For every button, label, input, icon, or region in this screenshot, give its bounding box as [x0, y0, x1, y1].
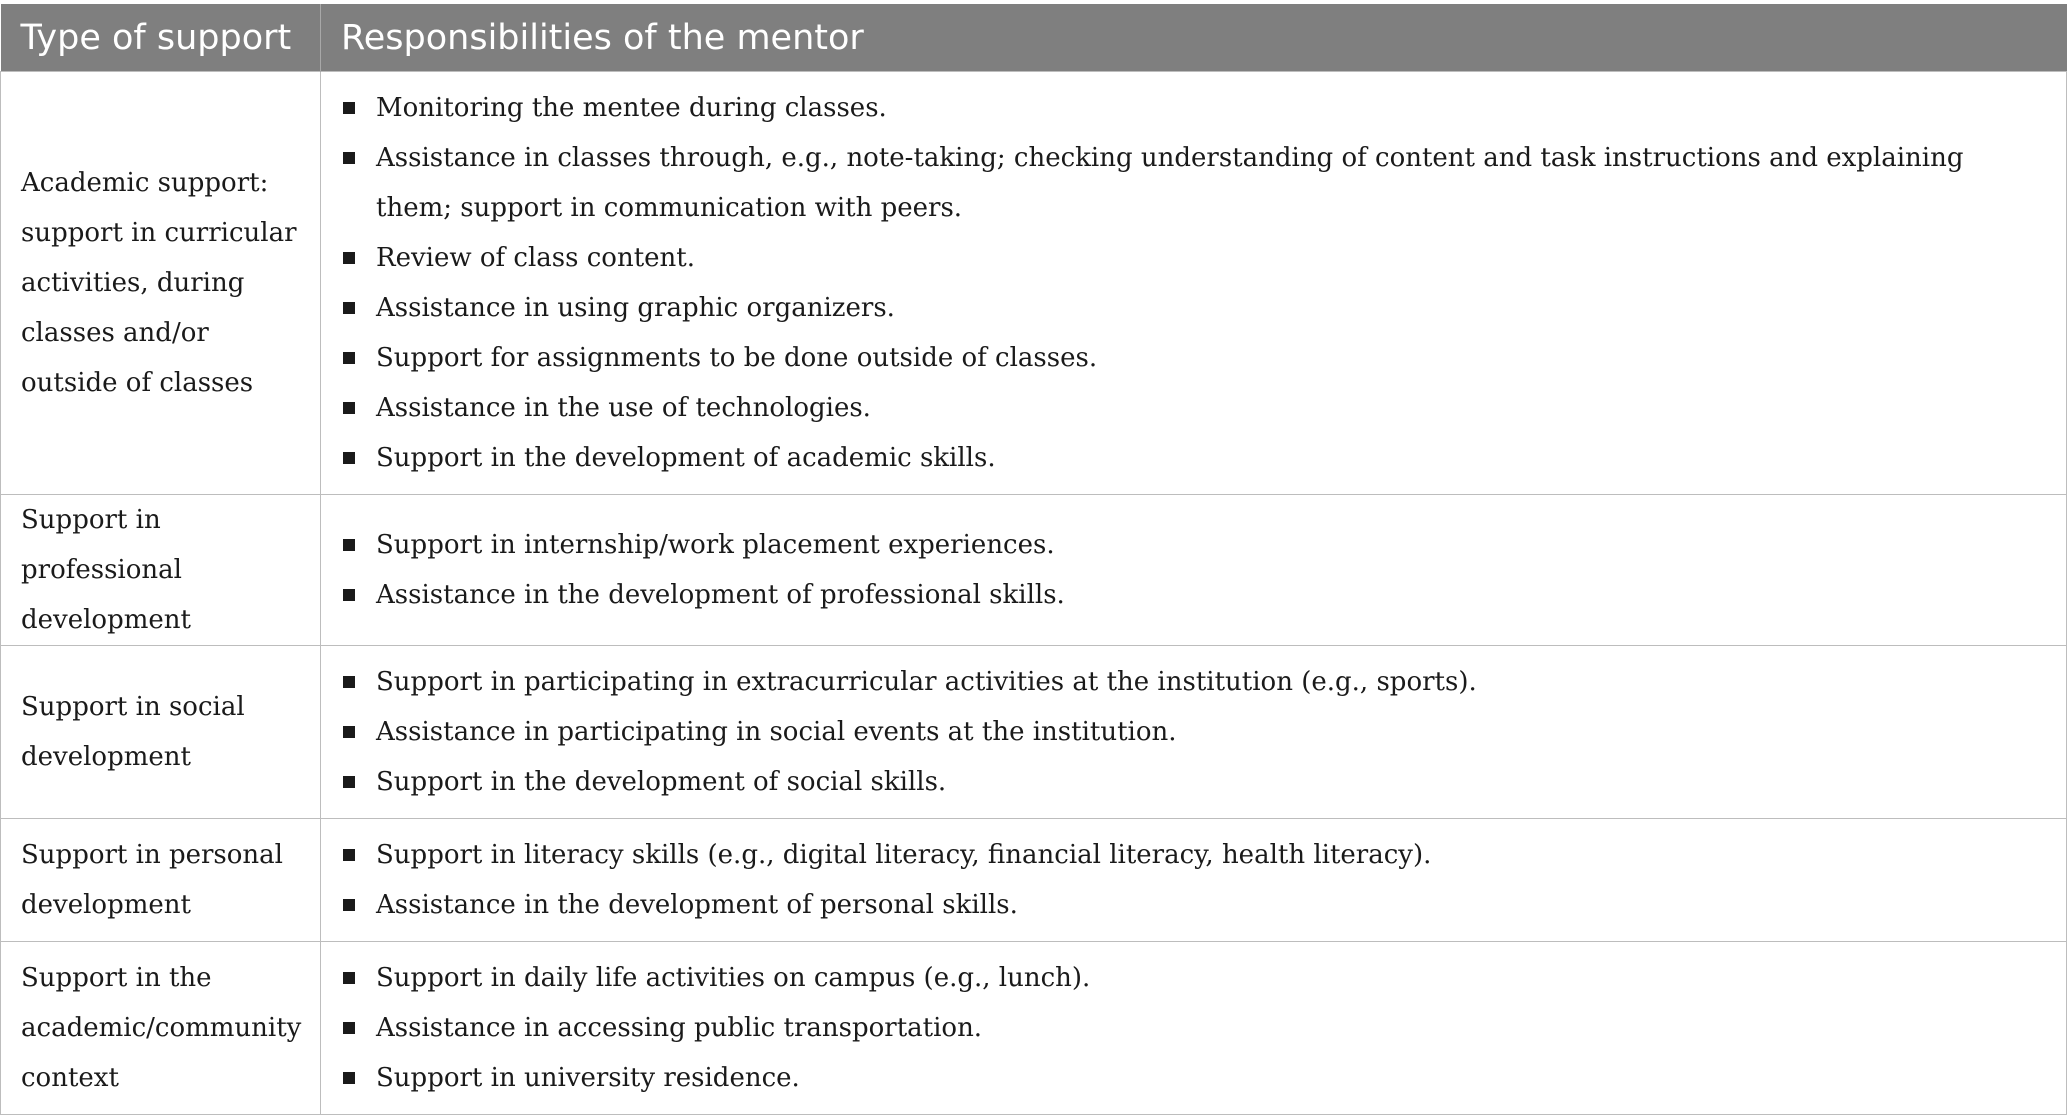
table-row — [1, 495, 2067, 646]
responsibility-text: Review of class content. — [376, 243, 695, 273]
responsibility-text: Assistance in classes through, e.g., note-taking; checking understanding of content and task instructions and explaining them; support in communication with peers. — [376, 143, 1964, 223]
responsibility-text: Support in literacy skills (e.g., digital literacy, financial literacy, health literacy). — [376, 840, 1432, 870]
responsibility-text: Assistance in participating in social events at the institution. — [376, 717, 1177, 747]
responsibility-item — [341, 1053, 2006, 1103]
header-row — [1, 4, 2067, 72]
responsibility-item — [341, 133, 2006, 233]
square-bullet-icon — [343, 899, 355, 911]
table-header — [1, 4, 2067, 72]
square-bullet-icon — [343, 726, 355, 738]
responsibility-item — [341, 383, 2006, 433]
square-bullet-icon — [343, 402, 355, 414]
responsibility-text: Support in internship/work placement experiences. — [376, 530, 1055, 560]
responsibility-text: Assistance in using graphic organizers. — [376, 293, 895, 323]
support-type-cell: Support in social development — [1, 646, 321, 819]
square-bullet-icon — [343, 1072, 355, 1084]
square-bullet-icon — [343, 302, 355, 314]
responsibility-list — [341, 657, 2006, 807]
support-type-cell: Support in the academic/community context — [1, 942, 321, 1115]
square-bullet-icon — [343, 102, 355, 114]
table-row — [1, 942, 2067, 1115]
square-bullet-icon — [343, 589, 355, 601]
responsibility-text: Support in the development of academic skills. — [376, 443, 996, 473]
square-bullet-icon — [343, 676, 355, 688]
square-bullet-icon — [343, 452, 355, 464]
responsibility-list — [341, 830, 2006, 930]
responsibility-item — [341, 433, 2006, 483]
responsibility-list — [341, 83, 2006, 483]
responsibilities-cell — [321, 495, 2067, 646]
responsibility-text: Assistance in the development of professional skills. — [376, 580, 1065, 610]
header-responsibilities: Responsibilities of the mentor — [321, 4, 2067, 72]
responsibilities-cell — [321, 942, 2067, 1115]
responsibility-item — [341, 1003, 2006, 1053]
responsibility-item — [341, 233, 2006, 283]
responsibilities-cell — [321, 646, 2067, 819]
responsibility-text: Support in the development of social skills. — [376, 767, 947, 797]
responsibility-item — [341, 83, 2006, 133]
responsibility-text: Support in university residence. — [376, 1063, 800, 1093]
responsibility-item — [341, 953, 2006, 1003]
support-type-cell: Support in personal development — [1, 819, 321, 942]
responsibility-text: Support in daily life activities on campus (e.g., lunch). — [376, 963, 1091, 993]
responsibility-item — [341, 570, 2006, 620]
responsibility-item — [341, 830, 2006, 880]
responsibility-text: Assistance in the use of technologies. — [376, 393, 871, 423]
square-bullet-icon — [343, 252, 355, 264]
table-row — [1, 72, 2067, 495]
responsibility-text: Assistance in accessing public transportation. — [376, 1013, 983, 1043]
square-bullet-icon — [343, 776, 355, 788]
responsibilities-cell — [321, 72, 2067, 495]
square-bullet-icon — [343, 972, 355, 984]
square-bullet-icon — [343, 849, 355, 861]
square-bullet-icon — [343, 1022, 355, 1034]
responsibility-item — [341, 757, 2006, 807]
responsibility-item — [341, 333, 2006, 383]
responsibility-item — [341, 283, 2006, 333]
responsibility-text: Assistance in the development of personal skills. — [376, 890, 1018, 920]
square-bullet-icon — [343, 539, 355, 551]
responsibility-item — [341, 880, 2006, 930]
responsibility-list — [341, 953, 2006, 1103]
responsibility-item — [341, 520, 2006, 570]
responsibility-text: Monitoring the mentee during classes. — [376, 93, 887, 123]
responsibility-item — [341, 707, 2006, 757]
square-bullet-icon — [343, 152, 355, 164]
table-row — [1, 646, 2067, 819]
support-table — [0, 4, 2067, 1115]
support-type-cell: Support in professional development — [1, 495, 321, 646]
square-bullet-icon — [343, 352, 355, 364]
header-type-of-support: Type of support — [1, 4, 321, 72]
table-row — [1, 819, 2067, 942]
responsibility-item — [341, 657, 2006, 707]
responsibility-list — [341, 520, 2006, 620]
support-type-cell: Academic support: support in curricular activities, during classes and/or outside of classes — [1, 72, 321, 495]
table-body — [1, 72, 2067, 1115]
responsibility-text: Support in participating in extracurricular activities at the institution (e.g., sports). — [376, 667, 1477, 697]
responsibilities-cell — [321, 819, 2067, 942]
responsibility-text: Support for assignments to be done outside of classes. — [376, 343, 1098, 373]
